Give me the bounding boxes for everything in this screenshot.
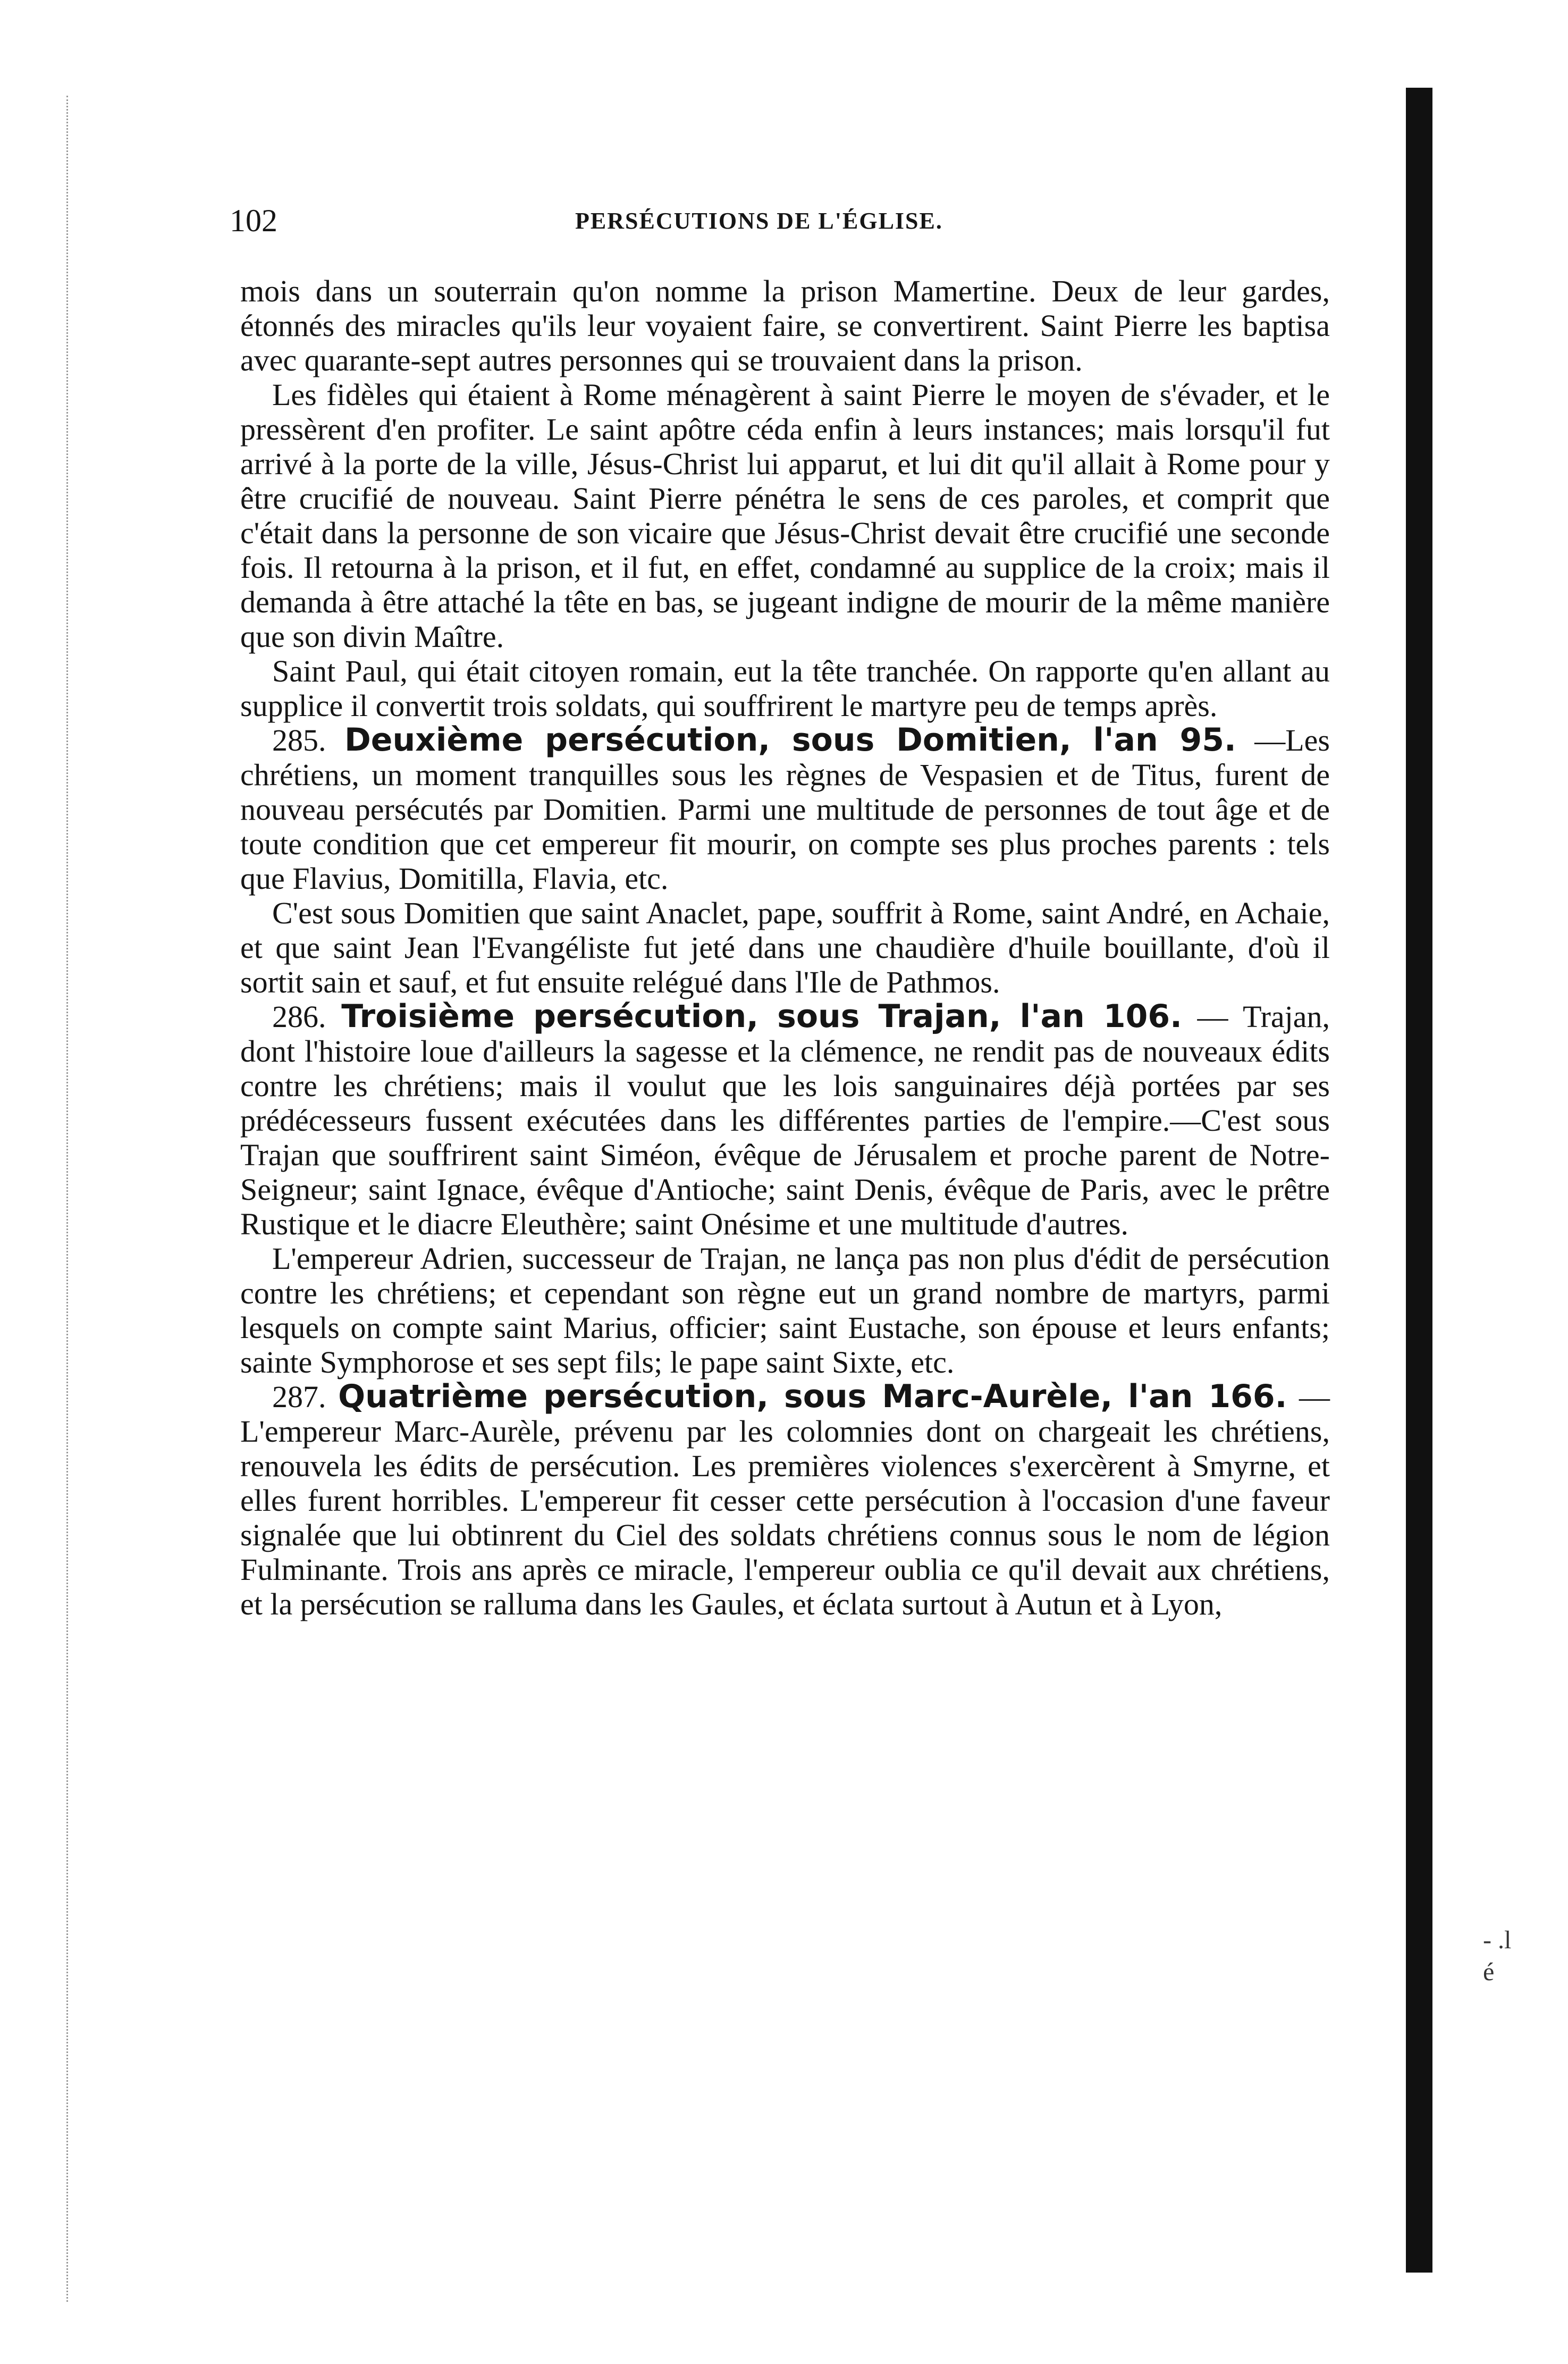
paragraph-continued [240, 274, 1330, 377]
paragraph-text: Les fidèles qui étaient à Rome ménagèrent à saint Pierre le moyen de s'évader, et le pressèrent d'en profiter. Le saint apôtre céda enfin à leurs instances; mais lorsqu'il fut arrivé à la porte de la ville, Jésus-Christ lui apparut, et lui dit qu'il allait à Rome pour y être crucifié de nouveau. Saint Pierre pénétra le sens de ces paroles, et comprit que c'était dans la personne de son vicaire que Jésus-Christ devait être crucifié une seconde fois. Il retourna à la prison, et il fut, en effet, condamné au supplice de la croix; mais il demanda à être attaché la tête en bas, se jugeant indigne de mourir de la même manière que son divin Maître. [240, 377, 1330, 654]
paragraph [240, 654, 1330, 723]
paragraph-text: — Trajan, dont l'histoire loue d'ailleurs la sagesse et la clémence, ne rendit pas de nouveaux édits contre les chrétiens; mais il voulut que les lois sanguinaires déjà portées par ses prédécesseurs fussent exécutées dans les différentes parties de l'empire.—C'est sous Trajan que souffrirent saint Siméon, évêque de Jérusalem et proche parent de Notre-Seigneur; saint Ignace, évêque d'Antioche; saint Denis, évêque de Paris, avec le prêtre Rustique et le diacre Eleuthère; saint Onésime et une multitude d'autres. [240, 999, 1330, 1241]
paragraph-text: Saint Paul, qui était citoyen romain, eut la tête tranchée. On rapporte qu'en allant au supplice il convertit trois soldats, qui souffrirent le martyre peu de temps après. [240, 654, 1330, 723]
margin-mark: - .l [1483, 1926, 1512, 1954]
section-number: 286. [272, 999, 326, 1034]
section-heading: Deuxième persécution, sous Domitien, l'an 95. [344, 721, 1236, 759]
section-number: 287. [272, 1379, 326, 1414]
page-number: 102 [230, 203, 277, 238]
paragraph-text: —L'empereur Marc-Aurèle, prévenu par les colomnies dont on chargeait les chrétiens, renouvela les édits de persécution. Les premières violences s'exercèrent à Smyrne, et elles furent horribles. L'empereur fit cesser cette persécution à l'occasion d'une faveur signalée que lui obtinrent du Ciel des soldats chrétiens connus sous le nom de légion Fulminante. Trois ans après ce miracle, l'empereur oublia ce qu'il devait aux chrétiens, et la persécution se ralluma dans les Gaules, et éclata surtout à Autun et à Lyon, [240, 1379, 1330, 1621]
paragraph-text: C'est sous Domitien que saint Anaclet, pape, souffrit à Rome, saint André, en Achaie, et que saint Jean l'Evangéliste fut jeté dans une chaudière d'huile bouillante, d'où il sortit sain et sauf, et fut ensuite relégué dans l'Ile de Pathmos. [240, 896, 1330, 999]
section-heading: Troisième persécution, sous Trajan, l'an 106. [341, 998, 1182, 1035]
paragraph-text: L'empereur Adrien, successeur de Trajan, ne lança pas non plus d'édit de persécution contre les chrétiens; et cependant son règne eut un grand nombre de martyrs, parmi lesquels on compte saint Marius, officier; saint Eustache, son épouse et leurs enfants; sainte Symphorose et ses sept fils; le pape saint Sixte, etc. [240, 1241, 1330, 1379]
paragraph [240, 896, 1330, 999]
section-number: 285. [272, 723, 326, 758]
running-title: PERSÉCUTIONS DE L'ÉGLISE. [575, 208, 943, 234]
section-285 [240, 723, 1330, 896]
section-heading: Quatrième persécution, sous Marc-Aurèle, l'an 166. [338, 1378, 1287, 1415]
page-edge-dots [66, 96, 68, 2302]
margin-mark: é [1483, 1958, 1495, 1986]
paragraph [240, 1241, 1330, 1379]
paragraph-text: mois dans un souterrain qu'on nomme la prison Mamertine. Deux de leur gardes, étonnés des miracles qu'ils leur voyaient faire, se convertirent. Saint Pierre les baptisa avec quarante-sept autres personnes qui se trouvaient dans la prison. [240, 274, 1330, 377]
margin-marks [1483, 1924, 1511, 1988]
paragraph-text: —Les chrétiens, un moment tranquilles sous les règnes de Vespasien et de Titus, furent de nouveau persécutés par Domitien. Parmi une multitude de personnes de tout âge et de toute condition que cet empereur fit mourir, on compte ses plus proches parents : tels que Flavius, Domitilla, Flavia, etc. [240, 723, 1330, 896]
binding-shadow-bar [1406, 88, 1432, 2273]
paragraph [240, 377, 1330, 654]
section-286 [240, 999, 1330, 1241]
page-header [230, 202, 1080, 239]
section-287 [240, 1379, 1330, 1621]
page-body [240, 274, 1330, 1621]
